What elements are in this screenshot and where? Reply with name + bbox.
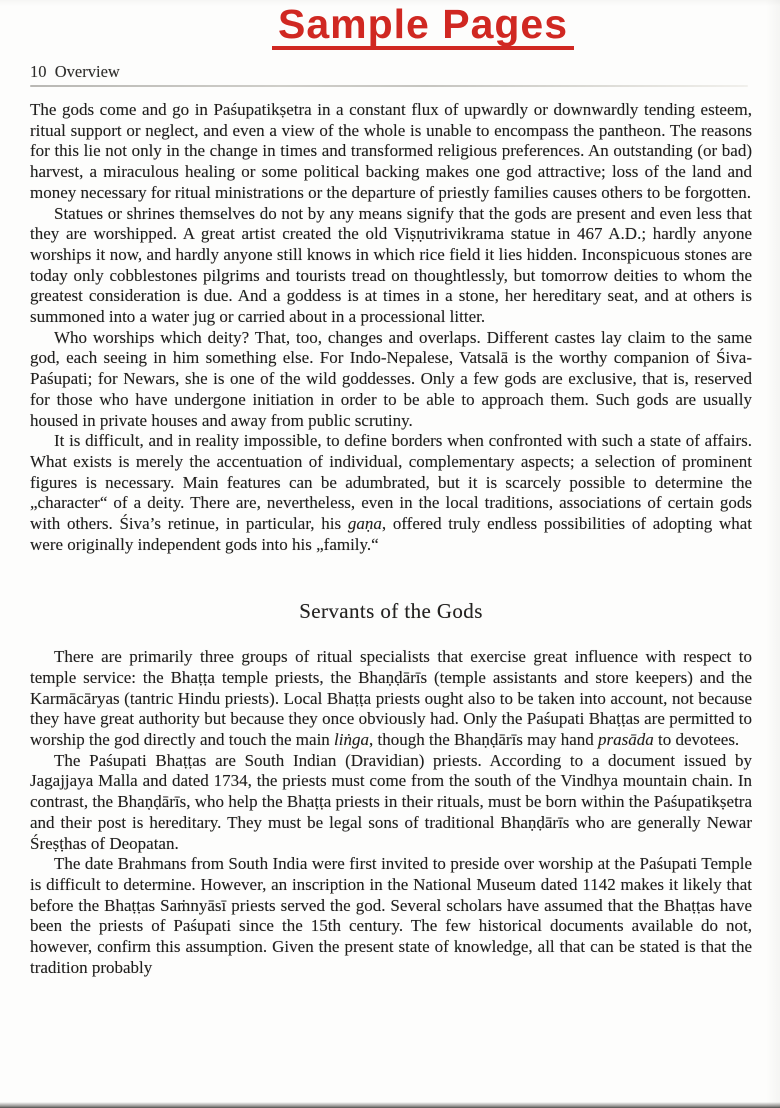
running-header: 10 Overview: [30, 62, 120, 81]
header-rule: [30, 85, 748, 87]
text-run: Who worships which deity? That, too, changes and overlaps. Different castes lay claim to the same god, each seeing in him something else. For Indo-Nepalese, Vatsalā is the worthy companion of Śiva-Paśupati; for Newars, she is one of the wild goddesses. Only a few gods are exclusive, that is, reserved for those who have undergone initiation in order to be able to approach them. Such gods are usually housed in private houses and away from public scrutiny.: [30, 327, 752, 430]
text-run: There are primarily three groups of ritual specialists that exercise great influence with respect to temple service: the Bhaṭṭa temple priests, the Bhaṇḍārīs (temple assistants and store keepers) and the Karmācāryas (tantric Hindu priests). Local Bhaṭṭa priests ought also to be taken into account, not because they have great authority but because they once obviously had. Only the Paśupati Bhaṭṭas are permitted to worship the god directly and touch the main: [30, 647, 752, 749]
page-body: [30, 100, 752, 978]
body-paragraph: [30, 100, 752, 204]
section-heading: [30, 601, 752, 622]
text-run: to devotees.: [653, 729, 740, 749]
body-paragraph: [30, 328, 752, 432]
text-run: , offered truly endless possibilities of adopting what were originally independent gods into his „family.“: [30, 514, 752, 554]
text-run: The Paśupati Bhaṭṭas are South Indian (Dravidian) priests. According to a document issued by Jagajjaya Malla and dated 1734, the priests must come from the south of the Vindhya mountain chain. In contrast, the Bhaṇḍārīs, who help the Bhaṭṭa priests in their rituals, must be born within the Paśupatikṣetra and their post is hereditary. They must be legal sons of traditional Bhaṇḍārīs who are generally Newar Śreṣṭhas of Deopatan.: [30, 750, 752, 853]
body-paragraph: [30, 854, 752, 978]
body-paragraph: [30, 204, 752, 328]
italic-term: prasāda: [598, 729, 654, 749]
text-run: The gods come and go in Paśupatikṣetra in a constant flux of upwardly or downwardly tending esteem, ritual support or neglect, and even a view of the whole is unable to encompass the pantheon. The reasons for this lie not only in the change in times and transformed religious preferences. An outstanding (or bad) harvest, a miraculous healing or some political backing makes one god attractive; loss of the land and money necessary for ritual ministrations or the departure of priestly families causes others to be forgotten.: [30, 100, 752, 202]
sample-pages-banner: [0, 0, 780, 50]
body-paragraph: [30, 431, 752, 555]
italic-term: gaṇa: [347, 514, 382, 534]
italic-term: liṅga: [334, 729, 369, 749]
text-run: , though the Bhaṇḍārīs may hand: [369, 729, 598, 749]
page-bottom-scan-edge: [0, 1102, 780, 1108]
body-paragraph: [30, 751, 752, 855]
text-run: It is difficult, and in reality impossible, to define borders when confronted with such a state of affairs. What exists is merely the accentuation of individual, complementary aspects; a selection of prominent figures is necessary. Main features can be adumbrated, but it is scarcely possible to determine the „character“ of a deity. There are, nevertheless, even in the local traditions, associations of certain gods with others. Śiva’s retinue, in particular, his: [30, 431, 752, 534]
body-paragraph: [30, 647, 752, 751]
text-run: The date Brahmans from South India were first invited to preside over worship at the Paśupati Temple is difficult to determine. However, an inscription in the National Museum dated 1142 makes it likely that before the Bhaṭṭas Saṁnyāsī priests served the god. Several scholars have assumed that the Bhaṭṭas have been the priests of Paśupati since the 15th century. The few historical documents available do not, however, confirm this assumption. Given the present state of knowledge, all that can be stated is that the tradition probably: [30, 854, 752, 977]
text-run: Servants of the Gods: [299, 599, 483, 624]
sample-pages-title: Sample Pages: [272, 3, 574, 50]
text-run: Statues or shrines themselves do not by any means signify that the gods are present and even less that they are worshipped. A great artist created the old Viṣṇutrivikrama statue in 467 A.D.; hardly anyone worships it now, and hardly anyone still knows in which rice field it lies hidden. Inconspicuous stones are today only cobblestones pilgrims and tourists tread on thoughtlessly, but tomorrow deities to whom the greatest consideration is due. And a goddess is at times in a stone, her hereditary seat, and at others is summoned into a water jug or carried about in a processional litter.: [30, 203, 752, 327]
